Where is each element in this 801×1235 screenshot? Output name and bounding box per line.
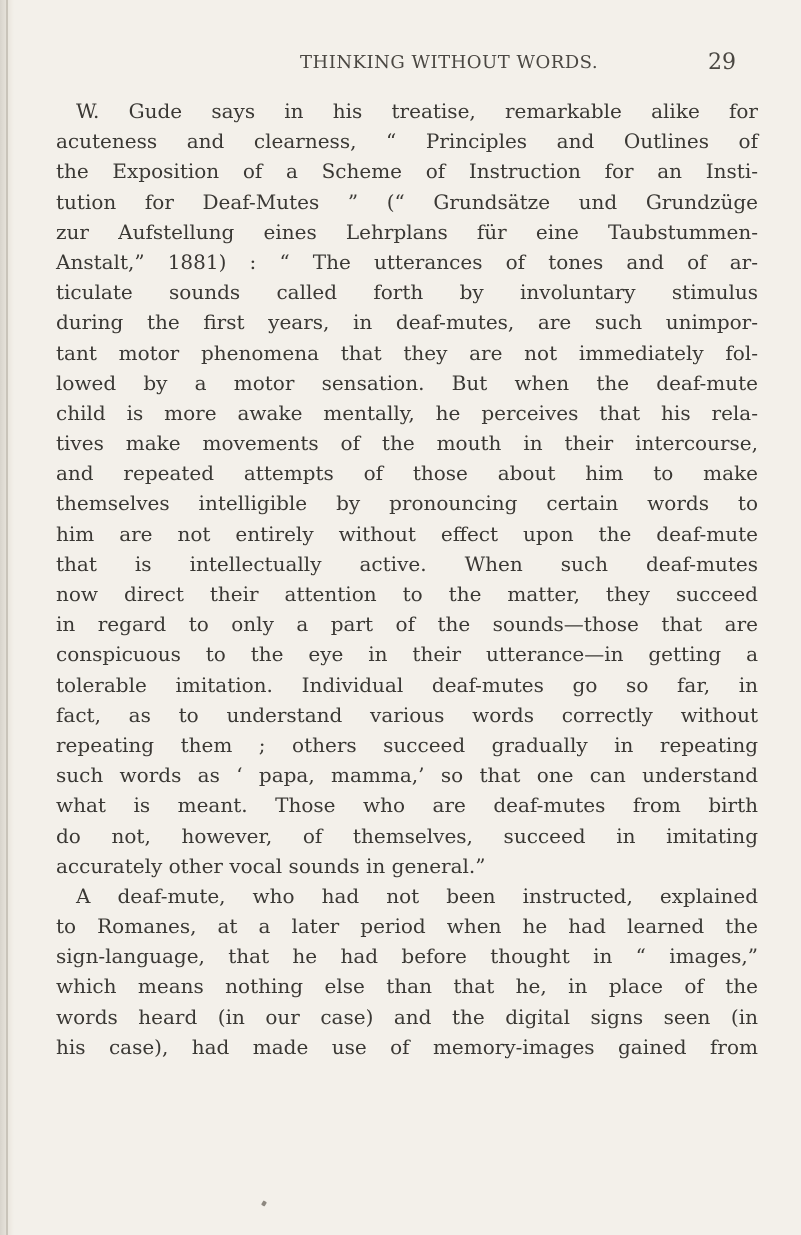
text-line: in regard to only a part of the sounds—those that are [56,612,758,637]
text-line: what is meant. Those who are deaf-mutes from birth [56,793,758,818]
text-line: tution for Deaf-Mutes ” (“ Grundsätze und Grundzüge [56,189,758,214]
text-line: A deaf-mute, who had not been instructed, explained [76,883,758,908]
text-line: him are not entirely without effect upon the deaf-mute [56,521,758,546]
text-line: zur Aufstellung eines Lehrplans für eine Taubstummen- [56,219,758,244]
text-line: child is more awake mentally, he perceives that his rela- [56,400,758,425]
text-line: tant motor phenomena that they are not immediately fol- [56,340,758,365]
text-line: his case), had made use of memory-images gained from [56,1034,758,1059]
text-line: now direct their attention to the matter, they succeed [56,582,758,606]
text-line: do not, however, of themselves, succeed in imitating [56,823,758,848]
text-line: W. Gude says in his treatise, remarkable alike for [76,99,758,123]
text-line: ticulate sounds called forth by involuntary stimulus [56,280,758,305]
text-line: such words as ‘ papa, mamma,’ so that one can understand [56,763,758,788]
page-number: 29 [708,50,736,75]
ink-speck [261,1200,267,1206]
text-line: that is intellectually active. When such deaf-mutes [56,551,758,576]
text-line: during the first years, in deaf-mutes, are such unimpor- [56,310,758,335]
running-head [0,52,801,82]
text-line: and repeated attempts of those about him to make [56,461,758,486]
text-line: fact, as to understand various words correctly without [56,702,758,727]
text-line: which means nothing else than that he, in place of the [56,974,758,999]
text-line: themselves intelligible by pronouncing certain words to [56,491,758,516]
text-line: accurately other vocal sounds in general.” [56,853,486,878]
text-line: repeating them ; others succeed gradually in repeating [56,732,758,757]
text-line: conspicuous to the eye in their utterance—in getting a [56,642,758,667]
text-line: acuteness and clearness, “ Principles and Outlines of [56,129,758,154]
text-line: to Romanes, at a later period when he had learned the [56,914,758,939]
body-text [56,96,758,1062]
page-binding-line [6,0,8,1235]
text-line: words heard (in our case) and the digital signs seen (in [56,1004,758,1029]
text-line: Anstalt,” 1881) : “ The utterances of tones and of ar- [56,249,758,274]
running-head-title: THINKING WITHOUT WORDS. [300,52,599,73]
text-line: tives make movements of the mouth in their intercourse, [56,431,758,456]
text-line: sign-language, that he had before thought in “ images,” [56,944,758,969]
text-line: lowed by a motor sensation. But when the deaf-mute [56,370,758,395]
text-line: the Exposition of a Scheme of Instruction for an Insti- [56,159,758,184]
text-line: tolerable imitation. Individual deaf-mutes go so far, in [56,672,758,697]
